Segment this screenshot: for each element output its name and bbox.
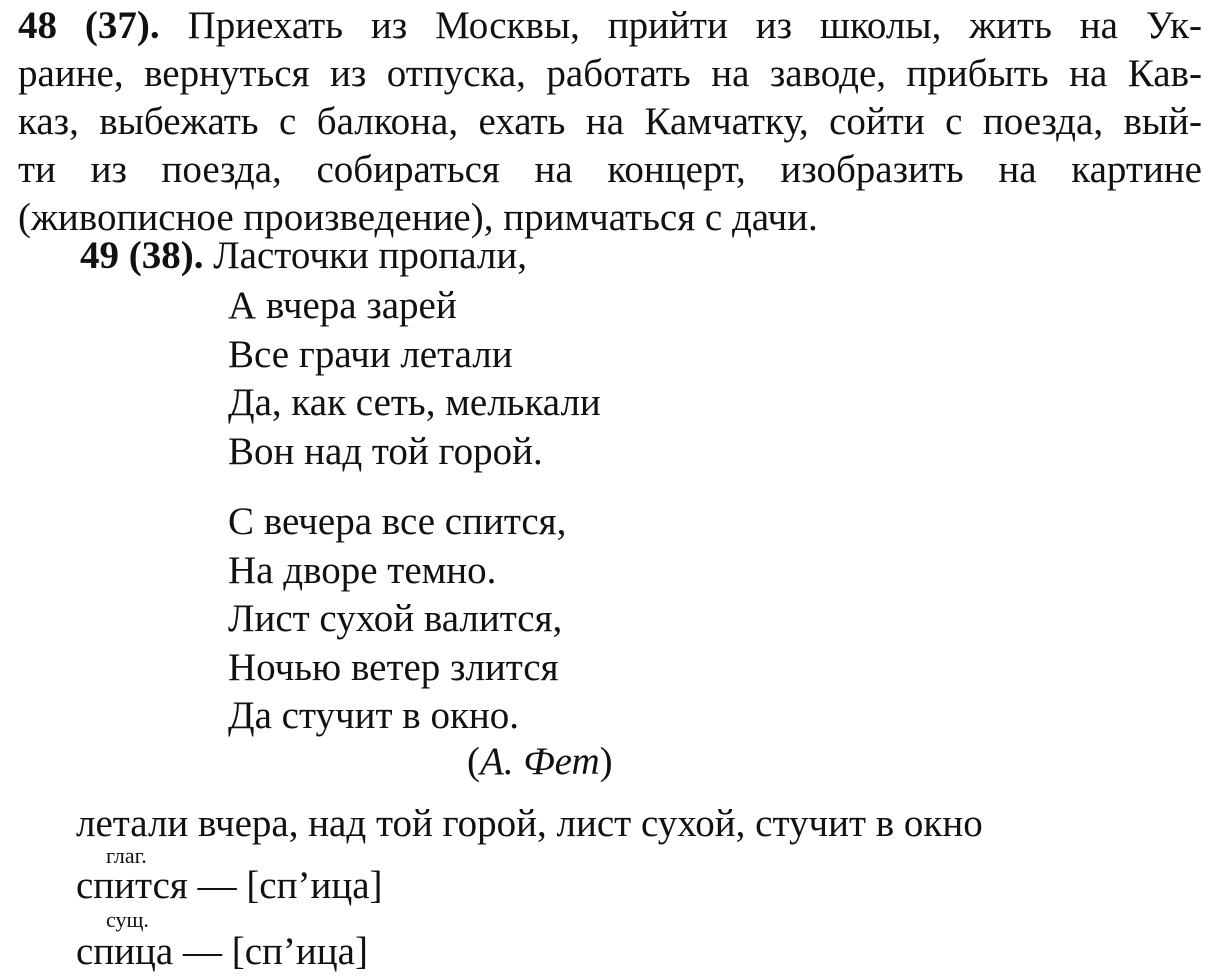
poem-line: На дворе темно. (228, 548, 497, 592)
poem-line: Все грачи летали (228, 332, 513, 376)
poem-line: Вон над той горой. (228, 429, 543, 473)
exercise-48-line: каз, выбежать с балкона, ехать на Камчатку, сойти с поезда, вый- (18, 100, 1202, 143)
poem-stanza-1 (228, 282, 601, 476)
poem-author: (А. Фет) (467, 740, 613, 783)
poem-first-line: Ласточки пропали, (213, 234, 527, 277)
transcription-line: спится — [сп’ица] (76, 864, 383, 907)
poem-stanza-2 (228, 498, 566, 741)
transcription-line: спица — [сп’ица] (76, 930, 368, 973)
author-name: А. Фет (480, 740, 600, 783)
exercise-48-line: раине, вернуться из отпуска, работать на заводе, прибыть на Кав- (18, 52, 1202, 95)
poem-line: Да стучит в окно. (228, 694, 520, 737)
poem-line: Да, как сеть, мелькали (228, 381, 601, 424)
poem-line: Ночью ветер злится (228, 645, 559, 689)
exercise-48-line: (живописное произведение), примчаться с дачи. (18, 196, 818, 239)
exercise-48 (18, 2, 1202, 242)
exercise-48-line: ти из поезда, собираться на концерт, изобразить на картине (18, 148, 1202, 191)
exercise-48-line: 48 (37). Приехать из Москвы, прийти из школы, жить на Ук- (18, 4, 1203, 47)
part-of-speech-note: сущ. (106, 907, 149, 932)
exercise-49-heading (80, 232, 527, 280)
poem-line: Лист сухой валится, (228, 597, 563, 640)
exercise-number: 49 (38). (80, 234, 204, 277)
exercise-number: 48 (37). (18, 4, 160, 47)
part-of-speech-note: глаг. (106, 843, 147, 868)
poem-line: С вечера все спится, (228, 500, 567, 543)
answer-phrases: летали вчера, над той горой, лист сухой, стучит в окно (76, 802, 983, 845)
poem-line: А вчера зарей (228, 284, 457, 327)
